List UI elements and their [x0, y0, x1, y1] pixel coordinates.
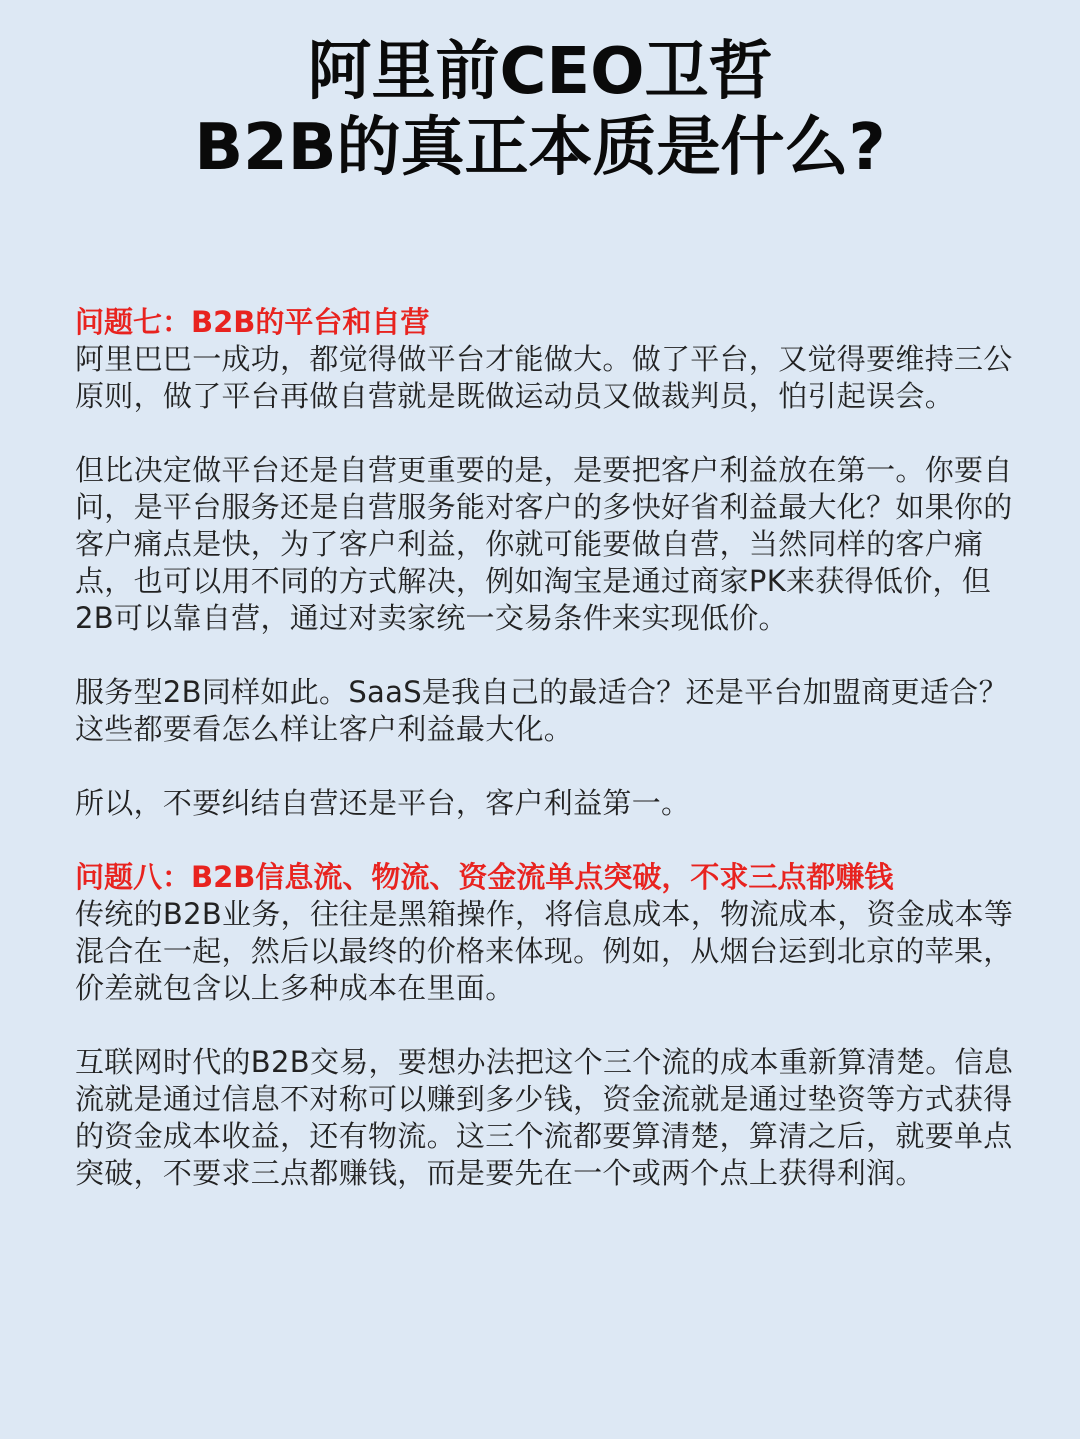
- section-8-paragraph-1: 传统的B2B业务，往往是黑箱操作，将信息成本，物流成本，资金成本等混合在一起，然后以最终的价格来体现。例如，从烟台运到北京的苹果，价差就包含以上多种成本在里面。: [75, 897, 1014, 1005]
- section-7-paragraph-4: 所以，不要纠结自营还是平台，客户利益第一。: [75, 786, 691, 820]
- section-7-paragraph-2: 但比决定做平台还是自营更重要的是，是要把客户利益放在第一。你要自问，是平台服务还是自营服务能对客户的多快好省利益最大化？如果你的客户痛点是快，为了客户利益，你就可能要做自营，当然同样的客户痛点，也可以用不同的方式解决，例如淘宝是通过商家PK来获得低价，但2B可以靠自营，通过对卖家统一交易条件来实现低价。: [75, 453, 1013, 635]
- section-8-heading: 问题八：B2B信息流、物流、资金流单点突破，不求三点都赚钱: [75, 860, 894, 894]
- article-body: [75, 304, 1025, 1192]
- title-line-1: 阿里前CEO卫哲: [307, 35, 773, 109]
- title-line-2: B2B的真正本质是什么?: [194, 111, 886, 185]
- section-8-paragraph-2: 互联网时代的B2B交易，要想办法把这个三个流的成本重新算清楚。信息流就是通过信息不对称可以赚到多少钱，资金流就是通过垫资等方式获得的资金成本收益，还有物流。这三个流都要算清楚，算清之后，就要单点突破，不要求三点都赚钱，而是要先在一个或两个点上获得利润。: [75, 1045, 1014, 1190]
- page-title: [0, 34, 1080, 186]
- section-7-heading: 问题七：B2B的平台和自营: [75, 305, 430, 339]
- section-7-paragraph-3: 服务型2B同样如此。SaaS是我自己的最适合？还是平台加盟商更适合？这些都要看怎么样让客户利益最大化。: [75, 675, 1008, 746]
- section-7-paragraph-1: 阿里巴巴一成功，都觉得做平台才能做大。做了平台，又觉得要维持三公原则，做了平台再做自营就是既做运动员又做裁判员，怕引起误会。: [75, 342, 1013, 413]
